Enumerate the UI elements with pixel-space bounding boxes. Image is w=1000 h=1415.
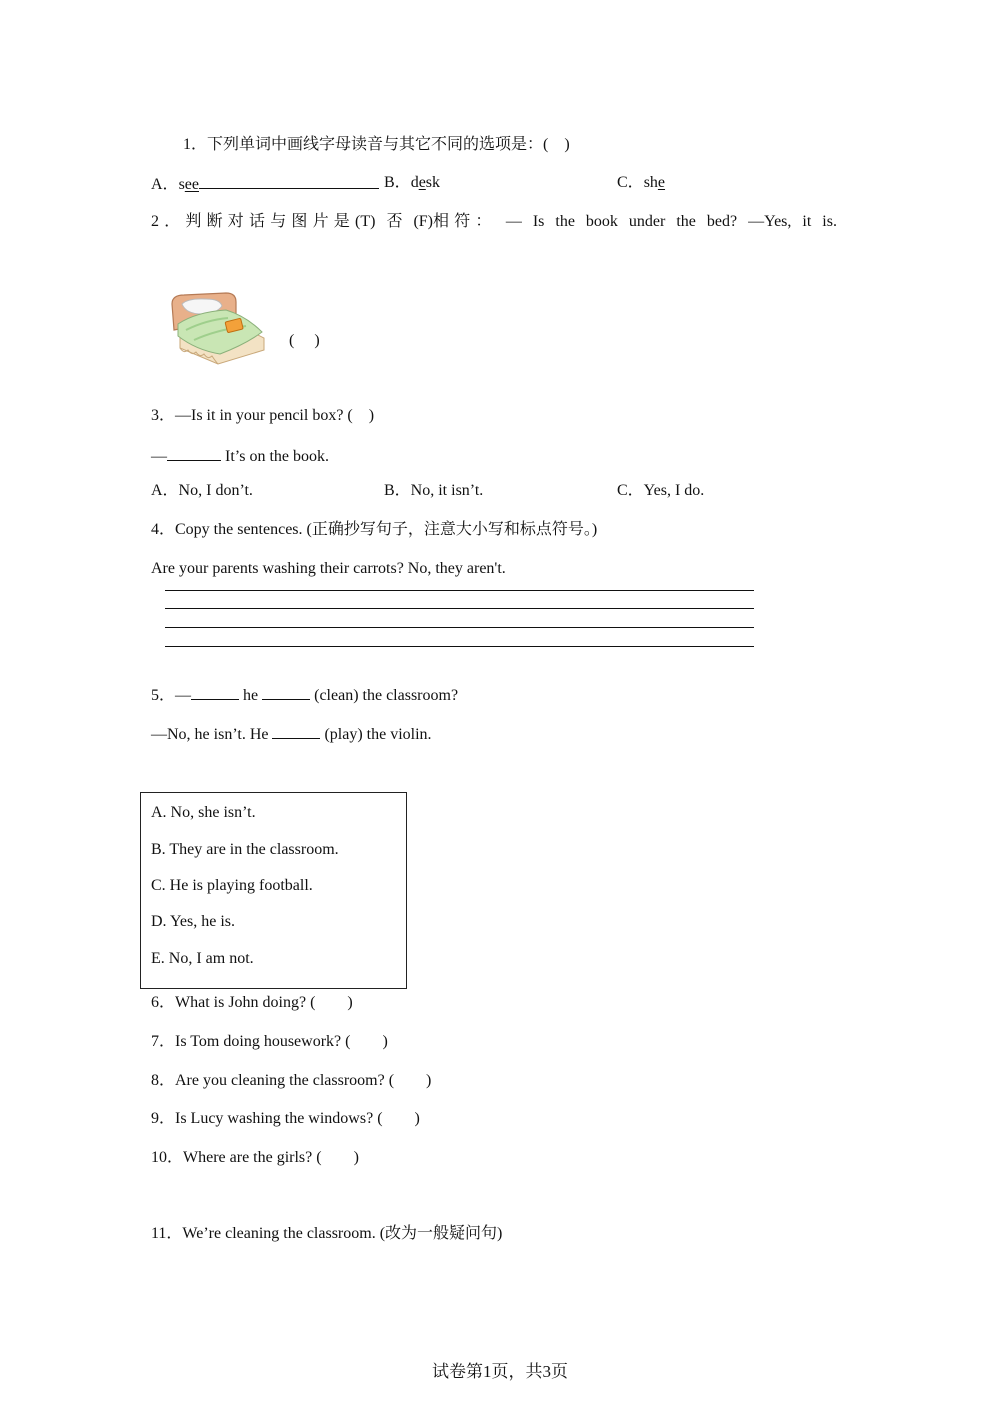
q2-stem-text-2: 相符：	[433, 213, 497, 230]
box-option-d: D. Yes, he is.	[151, 913, 236, 930]
bed-picture	[166, 290, 268, 366]
q1-option-a-label: A．	[151, 176, 179, 193]
writing-line-3	[165, 627, 754, 628]
bed-with-book-icon	[166, 290, 268, 366]
q5-blank-3	[272, 723, 320, 739]
box-option-e: E. No, I am not.	[151, 950, 254, 967]
q4-sentence: Are your parents washing their carrots? No, they aren't.	[151, 560, 506, 577]
q3-dash: —	[151, 448, 167, 465]
q5-text-1: he	[239, 687, 263, 704]
q3-response-text: It’s on the book.	[221, 448, 329, 465]
q1-stem: 1．下列单词中画线字母读音与其它不同的选项是：( )	[183, 136, 570, 153]
q3-response	[151, 445, 329, 467]
q7: 7．Is Tom doing housework? ( )	[151, 1033, 388, 1050]
q3-question: 3．—Is it in your pencil box? ( )	[151, 407, 375, 424]
q1-option-c-label: C．	[617, 174, 644, 191]
q3-option-c: C．Yes, I do.	[617, 482, 705, 499]
q1-option-b-word-start: d	[410, 174, 419, 191]
q3-blank	[167, 445, 221, 461]
q5-blank-1	[191, 684, 239, 700]
q8: 8．Are you cleaning the classroom? ( )	[151, 1072, 432, 1089]
page-footer: 试卷第1页，共3页	[432, 1362, 568, 1381]
q5-text-2: (clean) the classroom?	[310, 687, 459, 704]
q2-true-false: (T) 否 (F)	[355, 213, 434, 230]
q5-response-text-1: —No, he isn’t. He	[151, 726, 273, 743]
q1-option-b-label: B．	[384, 174, 411, 191]
q9: 9．Is Lucy washing the windows? ( )	[151, 1110, 420, 1127]
q1-option-a	[151, 173, 379, 195]
q2-number: 2．	[151, 213, 186, 230]
writing-line-4	[165, 646, 754, 647]
box-option-a: A. No, she isn’t.	[151, 804, 256, 821]
q1-option-a-word-start: s	[178, 176, 185, 193]
q2-dialog: — Is the book under the bed? —Yes, it is.	[505, 213, 837, 230]
q1-option-b-underlined: e	[418, 174, 426, 191]
q2-answer-paren: ( )	[289, 332, 320, 349]
q1-option-a-line	[199, 173, 379, 189]
box-option-b: B. They are in the classroom.	[151, 841, 339, 858]
q1-option-a-underlined: ee	[184, 176, 199, 193]
q1-option-c	[617, 173, 665, 193]
q5-number: 5．—	[151, 687, 192, 704]
q2-stem	[151, 212, 837, 232]
q4-stem: 4．Copy the sentences. (正确抄写句子，注意大小写和标点符号。)	[151, 521, 598, 538]
q3-option-b: B．No, it isn’t.	[384, 482, 484, 499]
q5-response-text-2: (play) the violin.	[320, 726, 432, 743]
writing-line-1	[165, 590, 754, 591]
box-option-c: C. He is playing football.	[151, 877, 313, 894]
q5-blank-2	[262, 684, 310, 700]
q5-question	[151, 684, 458, 706]
q1-option-b-word-end: sk	[425, 174, 441, 191]
q6: 6．What is John doing? ( )	[151, 994, 353, 1011]
q3-option-a: A．No, I don’t.	[151, 482, 253, 499]
q1-option-c-underlined: e	[657, 174, 666, 191]
q1-option-c-word-start: sh	[643, 174, 658, 191]
q10: 10．Where are the girls? ( )	[151, 1149, 359, 1166]
q5-response	[151, 723, 432, 745]
q2-stem-text: 判断对话与图片是	[185, 213, 356, 230]
writing-line-2	[165, 608, 754, 609]
q1-option-b	[384, 173, 440, 193]
q11: 11．We’re cleaning the classroom. (改为一般疑问句)	[151, 1225, 503, 1242]
